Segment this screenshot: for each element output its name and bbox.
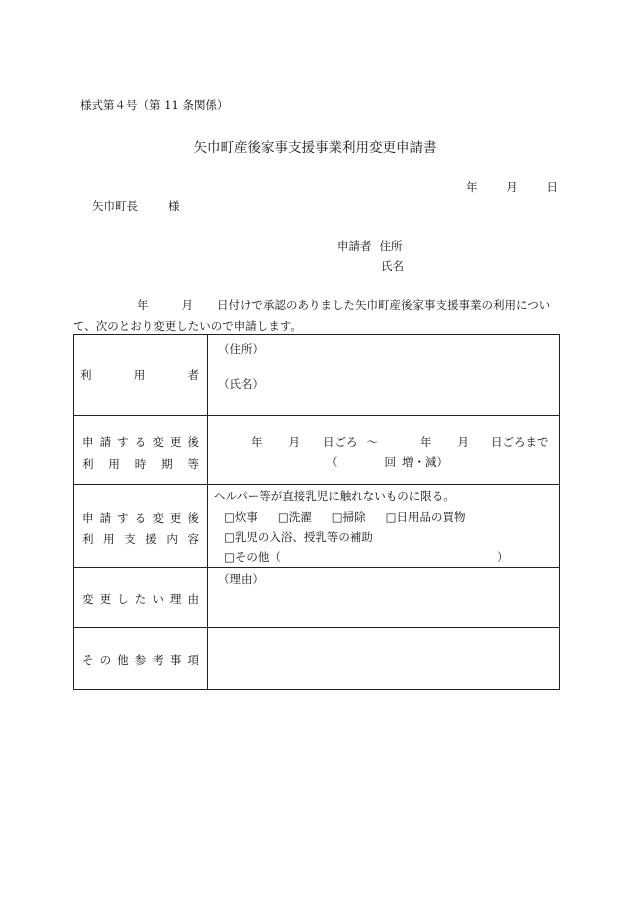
content-options-row-1 [224, 509, 466, 525]
intro-month: 月 [181, 298, 193, 312]
content-label-cell [74, 485, 208, 568]
tilde: ～ [366, 435, 378, 449]
to-day: 日ごろまで [491, 435, 549, 449]
date-year-label: 年 [466, 180, 478, 194]
applicant-label: 申請者 [337, 239, 372, 253]
row-remarks [74, 628, 560, 690]
applicant-address-line [337, 238, 403, 254]
intro-line-1 [137, 297, 550, 313]
date-month-label: 月 [506, 180, 518, 194]
addressee-name: 矢巾町長 [92, 199, 138, 213]
intro-line-2: て、次のとおり変更したいので申請します。 [73, 319, 302, 333]
user-label: 利 用 者 [80, 368, 199, 382]
intro-text-1: 日付けで承認のありました矢巾町産後家事支援事業の利用につい [217, 298, 551, 312]
remarks-label: そ の 他 参 考 事 項 [82, 653, 199, 667]
date-day-label: 日 [546, 180, 558, 194]
application-form-table [73, 334, 560, 690]
row-period [74, 416, 560, 485]
remarks-value-cell[interactable] [208, 628, 560, 690]
option-cleaning-checkbox[interactable]: □掃除 [331, 510, 366, 524]
remarks-label-cell [74, 628, 208, 690]
row-content [74, 485, 560, 568]
period-label-line-2: 利 用 時 期 等 [82, 457, 199, 471]
usage-count [326, 454, 448, 470]
count-times: 回 [384, 455, 396, 469]
applicant-name-label: 氏名 [381, 259, 404, 273]
document-title: 矢巾町産後家事支援事業利用変更申請書 [193, 140, 437, 156]
content-label-line-1: 申 請 す る 変 更 後 [82, 511, 199, 525]
content-note: ヘルパー等が直接乳児に触れないものに限る。 [214, 489, 455, 503]
from-day: 日ごろ [323, 435, 358, 449]
applicant-address-label: 住所 [379, 239, 403, 253]
period-value-cell[interactable] [208, 416, 560, 485]
period-label-cell [74, 416, 208, 485]
form-number: 様式第４号（第 11 条関係） [80, 98, 229, 112]
addressee-suffix: 様 [168, 199, 180, 213]
period-range [251, 434, 549, 450]
user-label-cell [74, 335, 208, 416]
from-month: 月 [288, 435, 300, 449]
option-shopping-checkbox[interactable]: □日用品の買物 [385, 510, 466, 524]
count-paren-open: （ [326, 455, 338, 469]
addressee [92, 198, 180, 214]
to-month: 月 [457, 435, 469, 449]
reason-note: （理由） [218, 572, 264, 586]
from-year: 年 [251, 435, 263, 449]
row-reason [74, 568, 560, 628]
reason-value-cell[interactable] [208, 568, 560, 628]
option-laundry-checkbox[interactable]: □洗濯 [277, 510, 312, 524]
option-cooking-checkbox[interactable]: □炊事 [224, 510, 258, 524]
reason-label-cell [74, 568, 208, 628]
period-label-line-1: 申 請 す る 変 更 後 [82, 435, 199, 449]
user-name-label: （氏名） [218, 377, 264, 391]
submission-date [466, 179, 558, 195]
content-label-line-2: 利 用 支 援 内 容 [82, 532, 199, 546]
option-other-close: ） [497, 550, 509, 564]
count-change: 増・減） [402, 455, 448, 469]
option-bathing-checkbox[interactable]: □乳児の入浴、授乳等の補助 [224, 530, 373, 544]
user-value-cell[interactable] [208, 335, 560, 416]
intro-year: 年 [137, 298, 149, 312]
to-year: 年 [420, 435, 432, 449]
user-address-label: （住所） [218, 342, 264, 356]
reason-label: 変 更 し た い 理 由 [82, 592, 199, 606]
content-value-cell [208, 485, 560, 568]
option-other-checkbox[interactable]: □その他（ [224, 550, 281, 564]
row-user [74, 335, 560, 416]
